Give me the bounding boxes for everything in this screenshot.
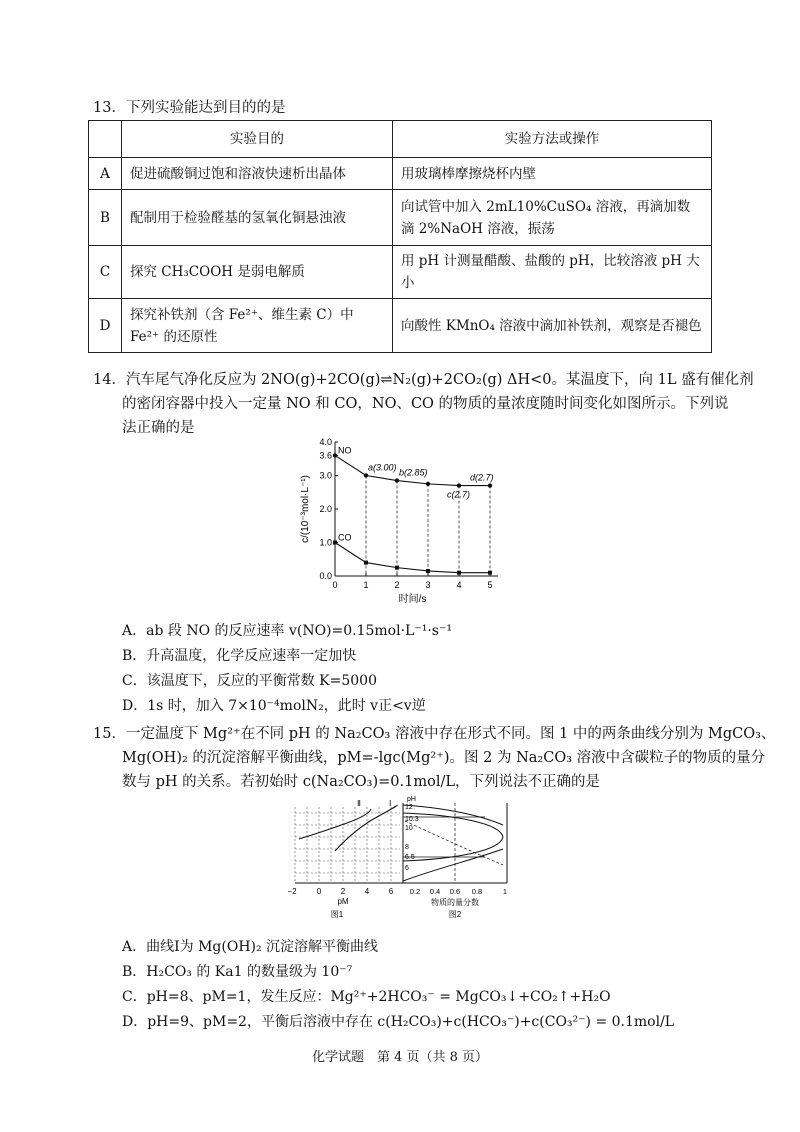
fig2-xtick: 0.2 [409,887,421,896]
fig1-curve-ii-label: Ⅱ [357,799,361,808]
fig1-xtick: 0 [316,887,322,896]
fig2-xlabel: 物质的量分数 [431,898,479,907]
row-goal: 配制用于检验醛基的氢氧化铜悬浊液 [122,190,393,246]
fig1-xlabel: pM [337,897,349,906]
data-point [426,482,430,486]
q14-line2: 的密闭容器中投入一定量 NO 和 CO，NO、CO 的物质的量浓度随时间变化如图所示。下列说 [122,396,729,412]
row-method: 用玻璃棒摩擦烧杯内壁 [393,158,712,190]
q15-option-d: D．pH=9、pM=2，平衡后溶液中存在 c(H₂CO₃)+c(HCO₃⁻)+c(CO₃²⁻) = 0.1mol/L [122,1014,675,1030]
q15-option-b: B．H₂CO₃ 的 Ka1 的数量级为 10⁻⁷ [122,964,353,980]
q13-table [88,120,712,353]
row-key: B [89,190,122,246]
q14-line3: 法正确的是 [122,420,195,436]
y-tick-label: 2.0 [319,504,332,514]
x-tick-label: 0 [332,580,338,590]
q14-option-a: A．ab 段 NO 的反应速率 v(NO)=0.15mol·L⁻¹·s⁻¹ [122,623,452,639]
table-row [89,190,712,246]
q15-option-c: C．pH=8、pM=1，发生反应：Mg²⁺+2HCO₃⁻ = MgCO₃↓+CO₂↑+H₂O [122,989,611,1005]
row-goal: 探究 CH₃COOH 是弱电解质 [122,246,393,299]
fig2-ytick: 8 [405,844,409,851]
curve-i [335,805,397,851]
fig1-xtick: 2 [340,887,346,896]
series-line-co [335,543,490,573]
q13-title: 13．下列实验能达到目的的是 [93,100,286,116]
q15-figures [285,795,520,925]
data-point [488,483,492,487]
data-point [457,571,461,575]
fig1-xtick: −2 [287,887,297,896]
y-tick-label: 0.0 [319,571,332,581]
y-tick-label: 3.0 [319,470,332,481]
row-method: 用 pH 计测量醋酸、盐酸的 pH，比较溶液 pH 大小 [393,246,712,299]
data-point [426,569,430,573]
annotation-label: a(3.00) [368,462,397,473]
fig2-xtick: 0.4 [429,887,441,896]
table-header-row [89,121,712,158]
fig2-xtick: 1 [502,887,508,896]
table-header-key [89,121,122,158]
annotation-label: d(2.7) [470,472,494,483]
data-point [488,571,492,575]
annotation-label: b(2.85) [399,467,428,478]
q15-line3: 数与 pH 的关系。若初始时 c(Na₂CO₃)=0.1mol/L，下列说法不正确的是 [122,774,600,790]
q14-line1: 14．汽车尾气净化反应为 2NO(g)+2CO(g)⇌N₂(g)+2CO₂(g) ΔH<0。某温度下，向 1L 盛有催化剂 [93,372,754,388]
curve-ii [299,809,371,839]
table-row [89,158,712,190]
y-axis-label: c/(10⁻³mol·L⁻¹) [300,475,311,543]
data-point [333,541,337,545]
q15-line1: 15．一定温度下 Mg²⁺在不同 pH 的 Na₂CO₃ 溶液中存在形式不同。图 1 中的两条曲线分别为 MgCO₃、 [93,726,776,742]
q14-option-c: C．该温度下，反应的平衡常数 K=5000 [122,673,377,689]
x-tick-label: 1 [363,580,369,590]
row-key: A [89,158,122,190]
fig1-xtick: 6 [388,887,394,896]
data-point [333,453,337,457]
q15-option-a: A．曲线Ⅰ为 Mg(OH)₂ 沉淀溶解平衡曲线 [122,939,379,955]
fig1-xtick: 4 [364,887,370,896]
x-tick-label: 2 [394,580,400,590]
row-method: 向酸性 KMnO₄ 溶液中滴加补铁剂，观察是否褪色 [393,299,712,353]
page-footer: 化学试题 第 4 页（共 8 页） [311,1050,489,1065]
q14-chart [290,436,520,611]
row-method: 向试管中加入 2mL10%CuSO₄ 溶液，再滴加数滴 2%NaOH 溶液，振荡 [393,190,712,246]
data-point [364,561,368,565]
fig1-caption: 图1 [330,910,344,919]
y-tick-label: 3.6 [319,450,332,461]
x-tick-label: 3 [425,580,431,590]
table-row [89,299,712,353]
fig2-ytick: 10 [405,825,413,832]
row-key: C [89,246,122,299]
y-tick-label: 1.0 [319,537,332,548]
q14-option-d: D．1s 时，加入 7×10⁻⁴molN₂，此时 v正<v逆 [122,698,426,714]
q15-line2: Mg(OH)₂ 的沉淀溶解平衡曲线，pM=-lgc(Mg²⁺)。图 2 为 Na₂CO₃ 溶液中含碳粒子的物质的量分 [122,750,766,766]
fig1-curve-i-label: Ⅰ [389,799,392,808]
y-tick-label: 4.0 [319,437,332,447]
table-header-goal: 实验目的 [122,121,393,158]
fig2-ytick: 6 [405,865,409,872]
fig2-xtick: 0.8 [471,887,483,896]
row-key: D [89,299,122,353]
fig2-ytick: 6.5 [405,854,415,861]
table-row [89,246,712,299]
table-header-method: 实验方法或操作 [393,121,712,158]
annotation-label: c(2.7) [447,489,471,500]
fig2-curve-h2co3 [403,849,503,881]
series-label: NO [338,445,352,456]
x-tick-label: 4 [456,580,462,590]
data-point [395,566,399,570]
fig1-grid [295,807,400,883]
data-point [364,473,368,477]
fig2-yaxis-label: pH [407,796,416,803]
x-tick-label: 5 [487,580,493,590]
row-goal: 探究补铁剂（含 Fe²⁺、维生素 C）中 Fe²⁺ 的还原性 [122,299,393,353]
row-goal: 促进硫酸铜过饱和溶液快速析出晶体 [122,158,393,190]
fig2-caption: 图2 [448,910,462,919]
series-label: CO [338,532,352,543]
q14-option-b: B．升高温度，化学反应速率一定加快 [122,648,357,664]
fig2-ytick: 10.3 [405,816,419,823]
fig2-xtick: 0.6 [449,887,461,896]
data-point [457,483,461,487]
fig2-ytick: 12 [405,804,413,811]
x-axis-label: 时间/s [398,594,427,605]
data-point [395,478,399,482]
